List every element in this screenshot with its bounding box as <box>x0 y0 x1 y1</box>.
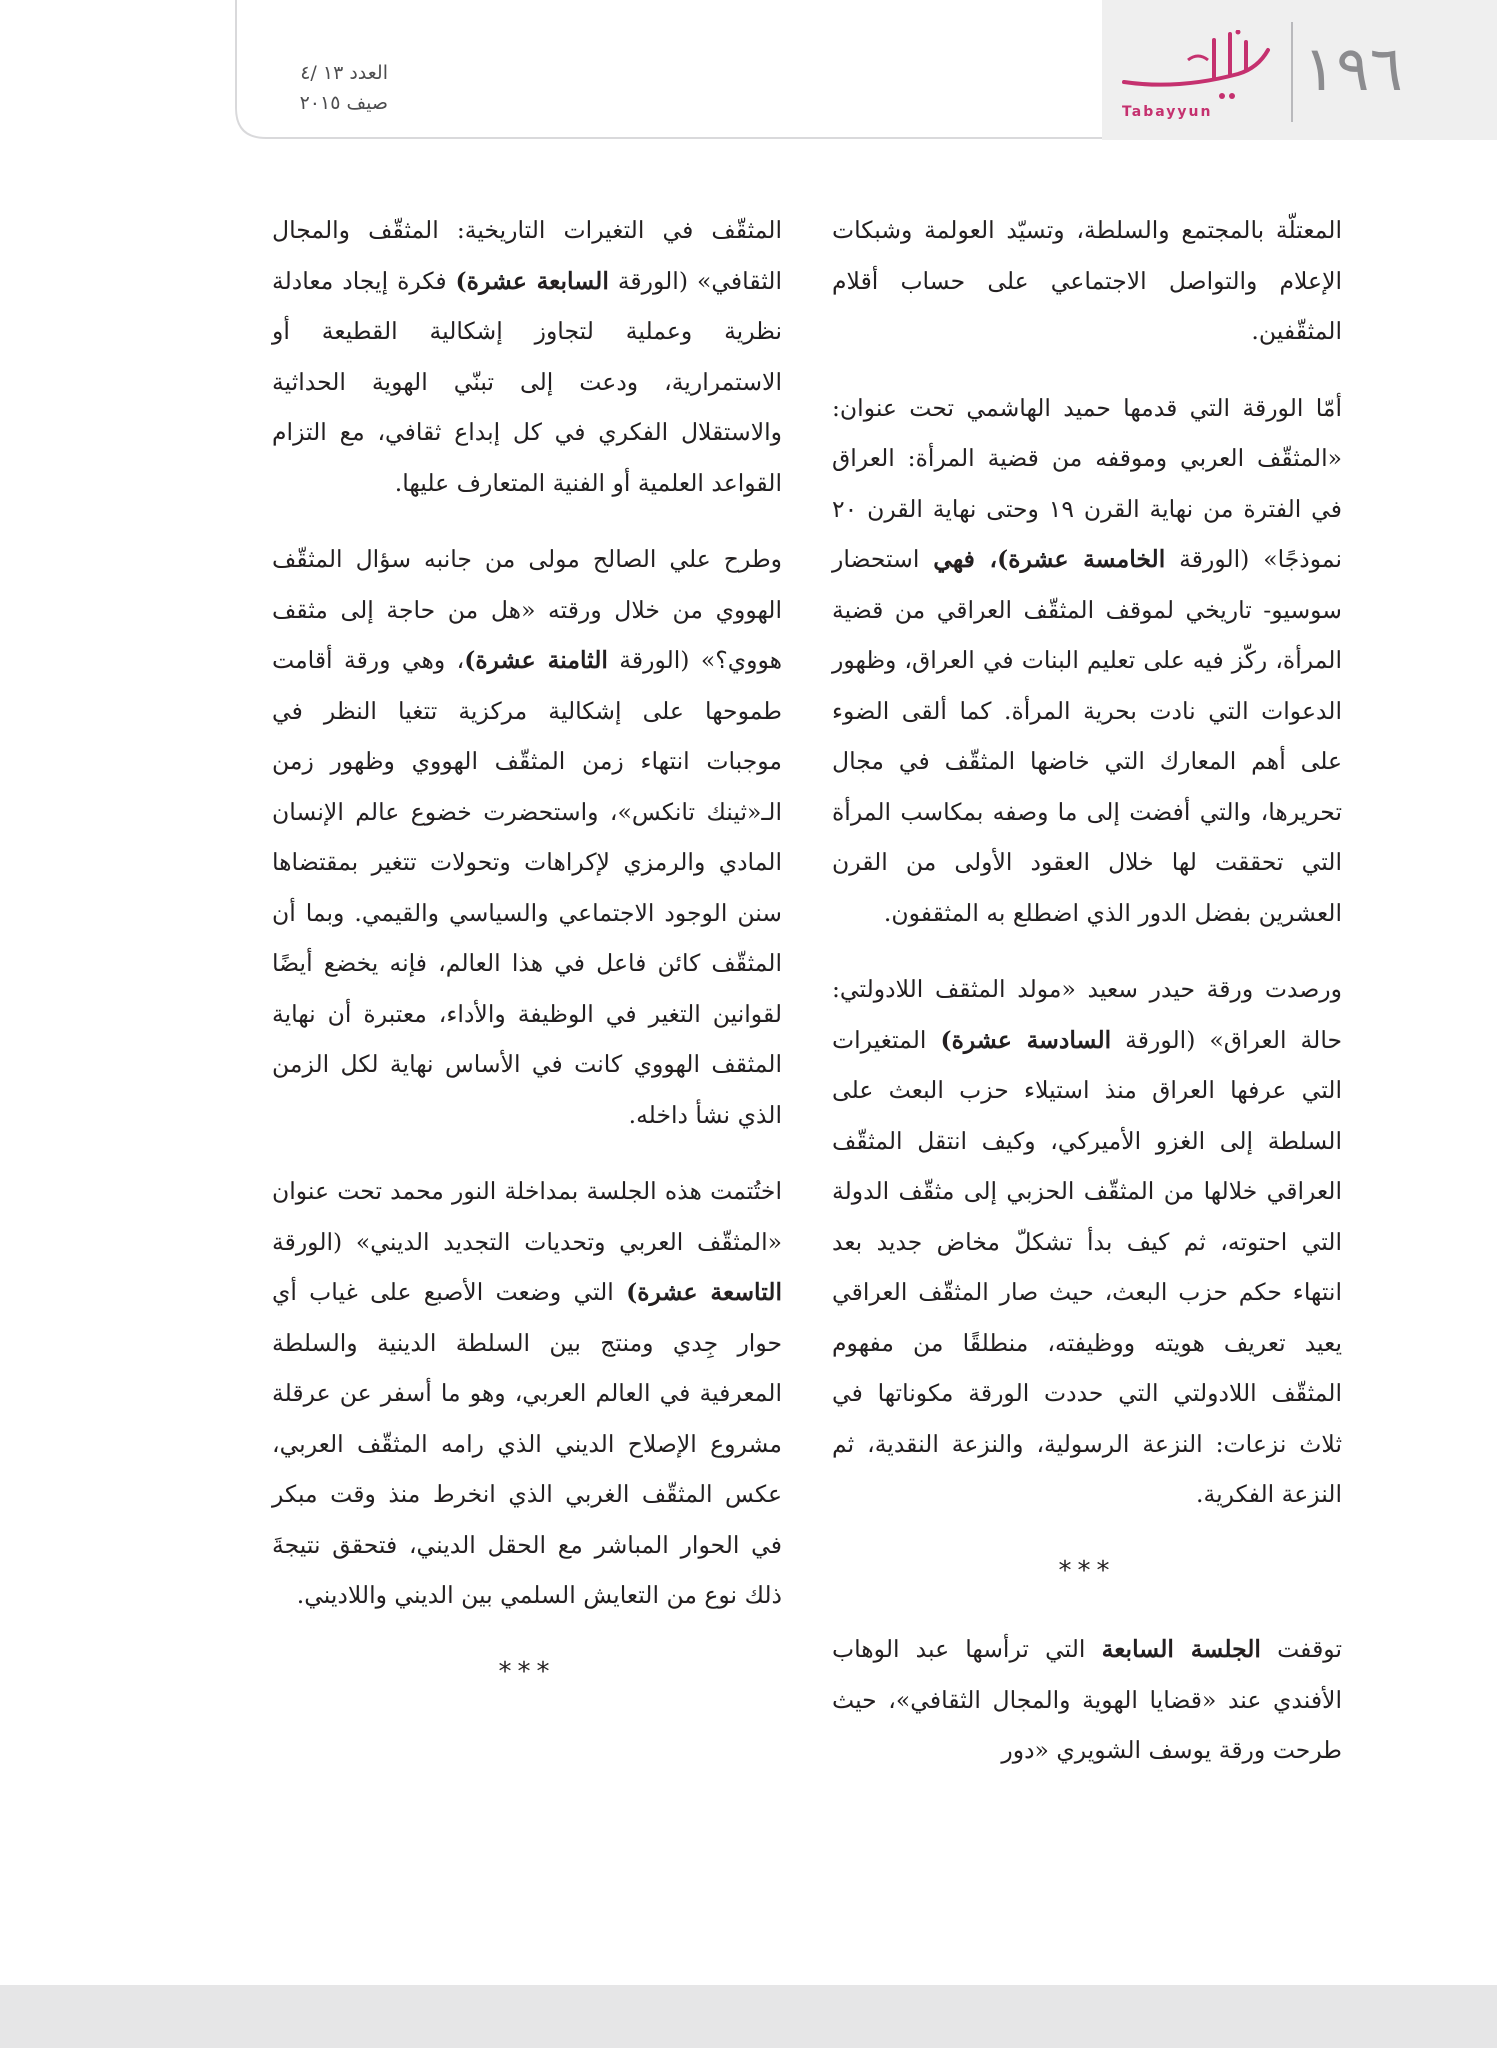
page-number: ١٩٦ <box>1303 32 1403 105</box>
section-separator: *** <box>1058 1555 1116 1586</box>
paragraph: ورصدت ورقة حيدر سعيد «مولد المثقف اللادولتي: حالة العراق» (الورقة السادسة عشرة) المتغيرات التي عرفها العراق منذ استيلاء حزب البعث على السلطة إلى الغزو الأميركي، وكيف انتقل المثقّف العراقي خلالها من المثقّف الحزبي إلى مثقّف الدولة التي احتوته، ثم كيف بدأ تشكلّ مخاض جديد بعد انتهاء حكم حزب البعث، حيث صار المثقّف العراقي يعيد تعريف هويته ووظيفته، منطلقًا من مفهوم المثقّف اللادولتي التي حددت الورقة مكوناتها في ثلاث نزعات: النزعة الرسولية، والنزعة النقدية، ثم النزعة الفكرية. <box>832 975 1343 1508</box>
paper-number-bold: السابعة عشرة) <box>455 266 609 295</box>
issue-info <box>268 58 388 118</box>
issue-season: صيف ٢٠١٥ <box>299 92 388 114</box>
paragraph: اختُتمت هذه الجلسة بمداخلة النور محمد تحت عنوان «المثقّف العربي وتحديات التجديد الديني» (الورقة التاسعة عشرة) التي وضعت الأصبع على غياب أي حوار جِدي ومنتج بين السلطة الدينية والسلطة المعرفية في العالم العربي، وهو ما أسفر عن عرقلة مشروع الإصلاح الديني الذي رامه المثقّف العربي، عكس المثقّف الغربي الذي انخرط منذ وقت مبكر في الحوار المباشر مع الحقل الديني، فتحقق نتيجةَ ذلك نوع من التعايش السلمي بين الديني واللاديني. <box>272 1177 782 1609</box>
logo-latin-text: Tabayyun <box>1122 104 1213 120</box>
paragraph: المعتلّة بالمجتمع والسلطة، وتسيّد العولمة وشبكات الإعلام والتواصل الاجتماعي على حساب أقلام المثقّفين. <box>832 216 1342 345</box>
right-column <box>832 205 1342 1802</box>
left-column <box>272 205 782 1725</box>
page-footer <box>0 1985 1497 2048</box>
paper-number-bold: الخامسة عشرة)، فهي <box>933 545 1166 573</box>
paper-number-bold: السادسة عشرة) <box>940 1025 1112 1054</box>
issue-number: العدد ١٣ /٤ <box>300 62 388 84</box>
masthead-divider <box>1291 22 1293 122</box>
paragraph: المثقّف في التغيرات التاريخية: المثقّف والمجال الثقافي» (الورقة السابعة عشرة) فكرة إيجاد معادلة نظرية وعملية لتجاوز إشكالية القطيعة أو الاستمرارية، ودعت إلى تبنّي الهوية الحداثية والاستقلال الفكري في كل إبداع ثقافي، مع التزام القواعد العلمية أو الفنية المتعارف عليها. <box>272 216 782 497</box>
section-separator: *** <box>498 1656 556 1687</box>
paper-number-bold: التاسعة عشرة) <box>626 1278 782 1306</box>
paragraph: وطرح علي الصالح مولى من جانبه سؤال المثقّف الهووي من خلال ورقته «هل من حاجة إلى مثقف هووي؟» (الورقة الثامنة عشرة)، وهي ورقة أقامت طموحها على إشكالية مركزية تتغيا النظر في موجبات انتهاء زمن المثقّف الهووي وظهور زمن الـ«ثينك تانكس»، واستحضرت خضوع عالم الإنسان المادي والرمزي لإكراهات وتحولات تتغير بمقتضاها سنن الوجود الاجتماعي والسياسي والقيمي. وبما أن المثقّف كائن فاعل في هذا العالم، فإنه يخضع أيضًا لقوانين التغير في الوظيفة والأداء، معتبرة أن نهاية المثقف الهووي كانت في الأساس نهاية لكل الزمن الذي نشأ داخله. <box>272 545 782 1129</box>
session-bold: الجلسة السابعة <box>1101 1635 1261 1663</box>
paragraph: أمّا الورقة التي قدمها حميد الهاشمي تحت عنوان: «المثقّف العربي وموقفه من قضية المرأة: العراق في الفترة من نهاية القرن ١٩ وحتى نهاية القرن ٢٠ نموذجًا» (الورقة الخامسة عشرة)، فهي استحضار سوسيو- تاريخي لموقف المثقّف العراقي من قضية المرأة، ركّز فيه على تعليم البنات في العراق، وظهور الدعوات التي نادت بحرية المرأة. كما ألقى الضوء على أهم المعارك التي خاضها المثقّف في مجال تحريرها، والتي أفضت إلى ما وصفه بمكاسب المرأة التي تحققت لها خلال العقود الأولى من القرن العشرين بفضل الدور الذي اضطلع به المثقفون. <box>832 393 1343 927</box>
paragraph: توقفت الجلسة السابعة التي ترأسها عبد الوهاب الأفندي عند «قضايا الهوية والمجال الثقافي»، حيث طرحت ورقة يوسف الشويري «دور <box>832 1635 1342 1764</box>
tabayyun-logo <box>1118 30 1288 110</box>
paper-number-bold: الثامنة عشرة) <box>464 646 608 674</box>
